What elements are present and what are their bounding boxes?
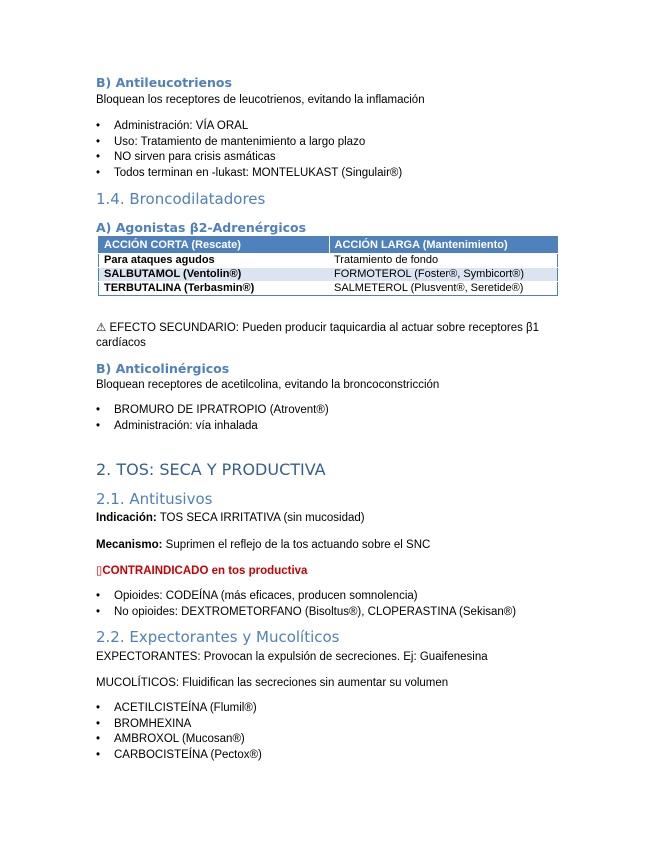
indicacion-line xyxy=(96,511,365,525)
table-header-cell: ACCIÓN CORTA (Rescate) xyxy=(99,237,330,254)
agonistas-table xyxy=(98,236,558,296)
agonistas-heading: A) Agonistas β2-Adrenérgicos xyxy=(96,220,307,235)
list-item: • Uso: Tratamiento de mantenimiento a largo plazo xyxy=(96,135,402,151)
mucoliticos-list xyxy=(96,701,262,763)
broncodilatadores-heading: 1.4. Broncodilatadores xyxy=(96,190,266,208)
table-row xyxy=(99,254,558,268)
antileucotrienos-list xyxy=(96,119,402,181)
indicacion-label: Indicación: xyxy=(96,512,157,524)
tos-heading: 2. TOS: SECA Y PRODUCTIVA xyxy=(96,460,326,479)
list-item: • Opioides: CODEÍNA (más eficaces, producen somnolencia) xyxy=(96,589,516,605)
table-header-cell: ACCIÓN LARGA (Mantenimiento) xyxy=(329,237,558,254)
list-item: • AMBROXOL (Mucosan®) xyxy=(96,732,262,748)
table-cell: SALMETEROL (Plusvent®, Seretide®) xyxy=(329,282,558,296)
anticolinergicos-description: Bloquean receptores de acetilcolina, evitando la broncoconstricción xyxy=(96,379,440,391)
side-effect-warning-line1: ⚠ EFECTO SECUNDARIO: Pueden producir taquicardia al actuar sobre receptores β1 xyxy=(96,322,540,334)
mucoliticos-text: MUCOLÍTICOS: Fluidifican las secreciones sin aumentar su volumen xyxy=(96,677,449,689)
warning-icon: ▯ xyxy=(96,565,103,577)
expectorantes-heading: 2.2. Expectorantes y Mucolíticos xyxy=(96,628,340,646)
indicacion-text: TOS SECA IRRITATIVA (sin mucosidad) xyxy=(156,512,365,524)
antileucotrienos-description: Bloquean los receptores de leucotrienos, evitando la inflamación xyxy=(96,94,425,106)
list-item: • Todos terminan en -lukast: MONTELUKAST (Singulair®) xyxy=(96,166,402,182)
list-item: • ACETILCISTEÍNA (Flumil®) xyxy=(96,701,262,717)
anticolinergicos-heading: B) Anticolinérgicos xyxy=(96,361,230,376)
table-cell: FORMOTEROL (Foster®, Symbicort®) xyxy=(329,268,558,282)
side-effect-warning-line2: cardíacos xyxy=(96,337,146,349)
contraindicado-warning xyxy=(96,564,307,578)
anticolinergicos-list xyxy=(96,403,329,434)
antileucotrienos-heading: B) Antileucotrienos xyxy=(96,75,232,90)
table-cell: TERBUTALINA (Terbasmin®) xyxy=(99,282,330,296)
mecanismo-label: Mecanismo: xyxy=(96,539,163,551)
contraindicado-text: CONTRAINDICADO en tos productiva xyxy=(102,565,308,577)
antitusivos-heading: 2.1. Antitusivos xyxy=(96,490,213,508)
mecanismo-text: Suprimen el reflejo de la tos actuando sobre el SNC xyxy=(162,539,431,551)
antitusivos-list xyxy=(96,589,516,620)
list-item: • CARBOCISTEÍNA (Pectox®) xyxy=(96,748,262,764)
list-item: • Administración: vía inhalada xyxy=(96,419,329,435)
table-cell: SALBUTAMOL (Ventolin®) xyxy=(99,268,330,282)
table-header-row xyxy=(99,237,558,254)
list-item: • No opioides: DEXTROMETORFANO (Bisoltus®), CLOPERASTINA (Sekisan®) xyxy=(96,605,516,621)
list-item: • NO sirven para crisis asmáticas xyxy=(96,150,402,166)
list-item: • BROMHEXINA xyxy=(96,717,262,733)
list-item: • BROMURO DE IPRATROPIO (Atrovent®) xyxy=(96,403,329,419)
table-cell: Para ataques agudos xyxy=(99,254,330,268)
table-row xyxy=(99,282,558,296)
mecanismo-line xyxy=(96,538,430,552)
table-row xyxy=(99,268,558,282)
expectorantes-text: EXPECTORANTES: Provocan la expulsión de secreciones. Ej: Guaifenesina xyxy=(96,651,488,663)
table-cell: Tratamiento de fondo xyxy=(329,254,558,268)
list-item: • Administración: VÍA ORAL xyxy=(96,119,402,135)
